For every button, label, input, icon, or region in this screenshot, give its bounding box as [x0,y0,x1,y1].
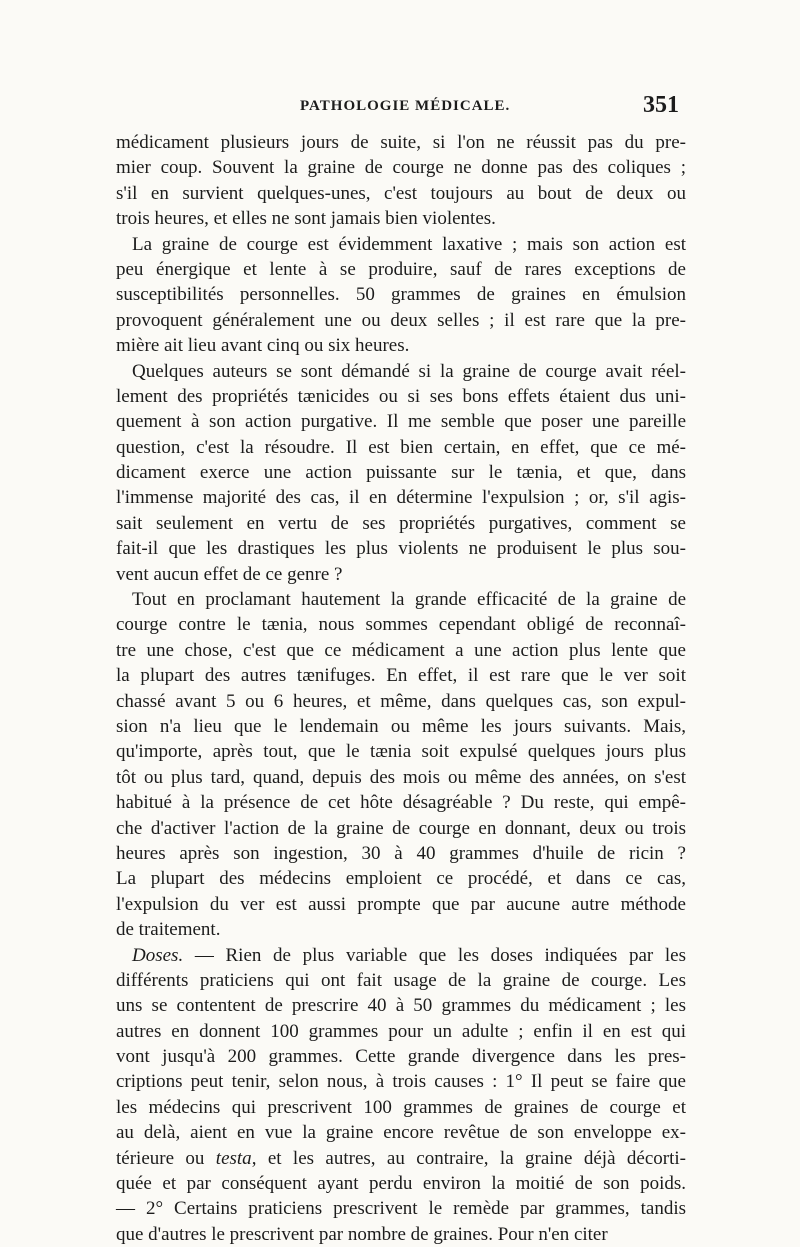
text-line: uns se contentent de prescrire 40 à 50 grammes du médicament ; les [116,993,686,1018]
text-line: les médecins qui prescrivent 100 grammes de graines de courge et [116,1095,686,1120]
text-line: tôt ou plus tard, quand, depuis des mois ou même des années, on s'est [116,765,686,790]
text-line: sait seulement en vertu de ses propriétés purgatives, comment se [116,511,686,536]
text-line: fait-il que les drastiques les plus violents ne produisent le plus sou- [116,536,686,561]
text-line: provoquent généralement une ou deux selles ; il est rare que la pre- [116,308,686,333]
text-line: quée et par conséquent ayant perdu environ la moitié de son poids. [116,1171,686,1196]
text-line: vont jusqu'à 200 grammes. Cette grande divergence dans les pres- [116,1044,686,1069]
page-number: 351 [643,92,679,119]
paragraph [116,232,686,359]
text-line: qu'importe, après tout, que le tænia soit expulsé quelques jours plus [116,739,686,764]
text-line: dicament exerce une action puissante sur le tænia, et que, dans [116,460,686,485]
text-line: courge contre le tænia, nous sommes cependant obligé de reconnaî- [116,612,686,637]
paragraph [116,587,686,942]
text-line: question, c'est la résoudre. Il est bien certain, en effet, que ce mé- [116,435,686,460]
text-line: mière ait lieu avant cinq ou six heures. [116,333,686,358]
running-title: PATHOLOGIE MÉDICALE. [300,98,510,115]
text-line: Tout en proclamant hautement la grande efficacité de la graine de [116,587,686,612]
text-line: La graine de courge est évidemment laxative ; mais son action est [116,232,686,257]
text-line: l'immense majorité des cas, il en détermine l'expulsion ; or, s'il agis- [116,485,686,510]
body-text [116,130,686,1247]
text-line: — 2° Certains praticiens prescrivent le remède par grammes, tandis [116,1196,686,1221]
text-line: que d'autres le prescrivent par nombre de graines. Pour n'en citer [116,1222,686,1247]
text-line: médicament plusieurs jours de suite, si l'on ne réussit pas du pre- [116,130,686,155]
text-line: trois heures, et elles ne sont jamais bien violentes. [116,206,686,231]
running-head [0,98,800,128]
paragraph [116,130,686,232]
text-line: peu énergique et lente à se produire, sauf de rares exceptions de [116,257,686,282]
paragraph [116,359,686,588]
text-line: au delà, aient en vue la graine encore revêtue de son enveloppe ex- [116,1120,686,1145]
text-line: Quelques auteurs se sont démandé si la graine de courge avait réel- [116,359,686,384]
text-line: vent aucun effet de ce genre ? [116,562,686,587]
text-line: lement des propriétés tænicides ou si ses bons effets étaient dus uni- [116,384,686,409]
text-line: mier coup. Souvent la graine de courge ne donne pas des coliques ; [116,155,686,180]
text-line: Doses. — Rien de plus variable que les doses indiquées par les [116,943,686,968]
text-line: habitué à la présence de cet hôte désagréable ? Du reste, qui empê- [116,790,686,815]
text-line: sion n'a lieu que le lendemain ou même les jours suivants. Mais, [116,714,686,739]
text-line: criptions peut tenir, selon nous, à trois causes : 1° Il peut se faire que [116,1069,686,1094]
text-line: térieure ou testa, et les autres, au contraire, la graine déjà décorti- [116,1146,686,1171]
text-line: che d'activer l'action de la graine de courge en donnant, deux ou trois [116,816,686,841]
text-line: la plupart des autres tænifuges. En effet, il est rare que le ver soit [116,663,686,688]
text-line: de traitement. [116,917,686,942]
text-line: La plupart des médecins emploient ce procédé, et dans ce cas, [116,866,686,891]
text-line: autres en donnent 100 grammes pour un adulte ; enfin il en est qui [116,1019,686,1044]
text-line: quement à son action purgative. Il me semble que poser une pareille [116,409,686,434]
text-line: susceptibilités personnelles. 50 grammes de graines en émulsion [116,282,686,307]
text-line: différents praticiens qui ont fait usage de la graine de courge. Les [116,968,686,993]
paragraph [116,943,686,1247]
text-line: tre une chose, c'est que ce médicament a une action plus lente que [116,638,686,663]
text-line: l'expulsion du ver est aussi prompte que par aucune autre méthode [116,892,686,917]
text-line: chassé avant 5 ou 6 heures, et même, dans quelques cas, son expul- [116,689,686,714]
text-line: s'il en survient quelques-unes, c'est toujours au bout de deux ou [116,181,686,206]
text-line: heures après son ingestion, 30 à 40 grammes d'huile de ricin ? [116,841,686,866]
